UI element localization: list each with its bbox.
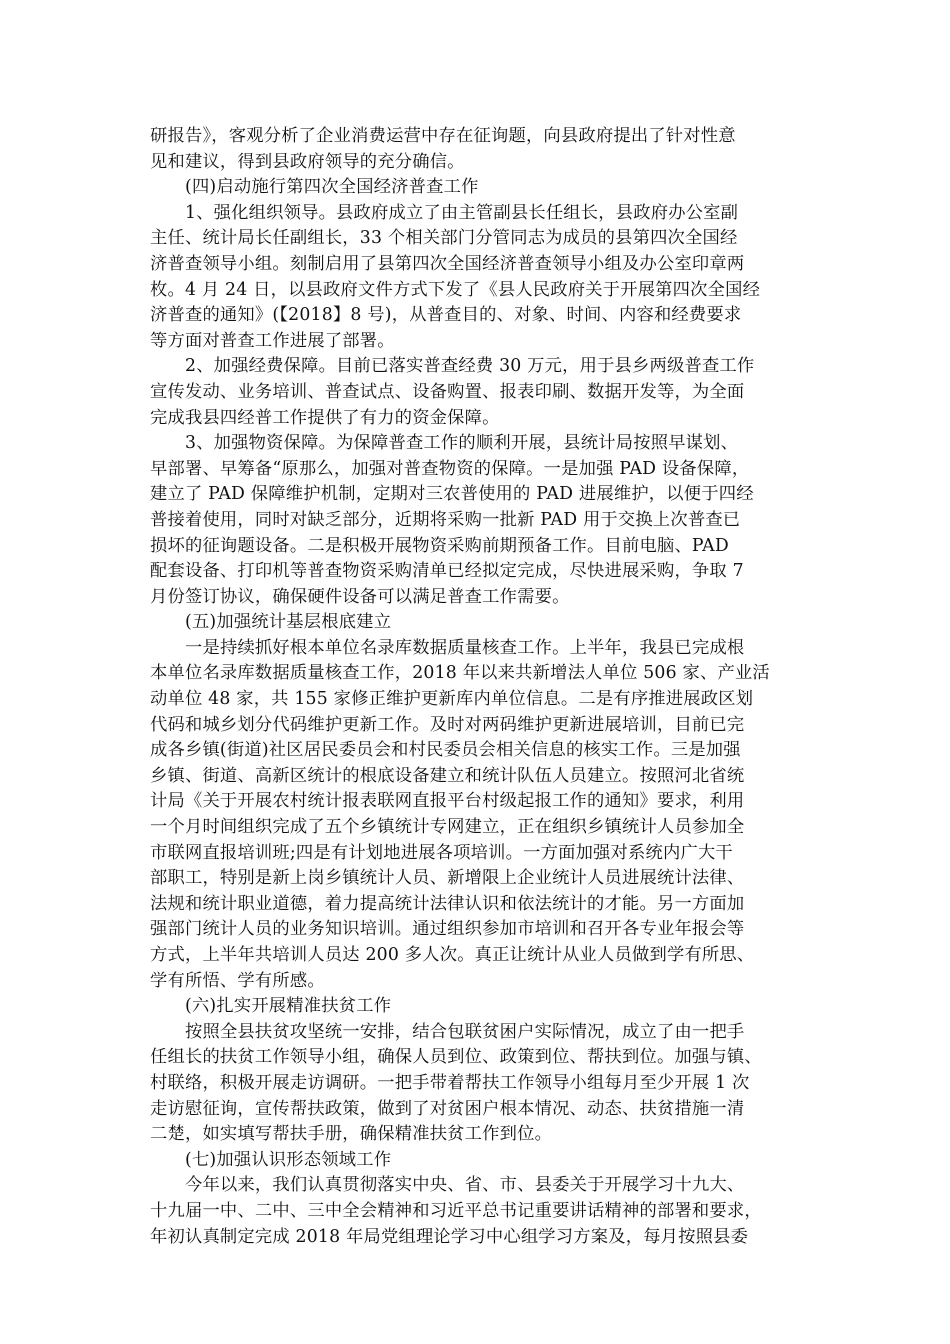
document-body bbox=[150, 124, 802, 1250]
text-line: 今年以来，我们认真贯彻落实中央、省、市、县委关于开展学习十九大、 bbox=[185, 1175, 745, 1196]
text-line: 代码和城乡划分代码维护更新工作。及时对两码维护更新进展培训，目前已完 bbox=[150, 714, 745, 735]
text-line: 损坏的征询题设备。二是积极开展物资采购前期预备工作。目前电脑、PAD bbox=[150, 535, 729, 556]
text-line: 乡镇、街道、高新区统计的根底设备建立和统计队伍人员建立。按照河北省统 bbox=[150, 765, 745, 786]
text-line: (五)加强统计基层根底建立 bbox=[185, 612, 392, 633]
text-line: 学有所悟、学有所感。 bbox=[150, 970, 325, 991]
text-line: 年初认真制定完成 2018 年局党组理论学习中心组学习方案及，每月按照县委 bbox=[150, 1226, 749, 1247]
text-line: 一是持续抓好根本单位名录库数据质量核查工作。上半年，我县已完成根 bbox=[185, 637, 745, 658]
text-line: 一个月时间组织完成了五个乡镇统计专网建立，正在组织乡镇统计人员参加全 bbox=[150, 817, 745, 838]
text-line: 配套设备、打印机等普查物资采购清单已经拟定完成，尽快进展采购，争取 7 bbox=[150, 561, 744, 582]
text-line: 3、加强物资保障。为保障普查工作的顺利开展，县统计局按照早谋划、 bbox=[185, 433, 739, 454]
text-line: (七)加强认识形态领域工作 bbox=[185, 1149, 392, 1170]
text-line: 等方面对普查工作进展了部署。 bbox=[150, 330, 395, 351]
text-line: 法规和统计职业道德，着力提高统计法律认识和依法统计的才能。另一方面加 bbox=[150, 893, 745, 914]
text-line: 任组长的扶贫工作领导小组，确保人员到位、政策到位、帮扶到位。加强与镇、 bbox=[150, 1047, 762, 1068]
text-line: 部职工，特别是新上岗乡镇统计人员、新增限上企业统计人员进展统计法律、 bbox=[150, 868, 745, 889]
text-line: 计局《关于开展农村统计报表联网直报平台村级起报工作的通知》要求，利用 bbox=[150, 791, 745, 812]
text-line: (六)扎实开展精准扶贫工作 bbox=[185, 996, 392, 1017]
text-line: 枚。4 月 24 日，以县政府文件方式下发了《县人民政府关于开展第四次全国经 bbox=[150, 279, 761, 300]
text-line: 宣传发动、业务培训、普查试点、设备购置、报表印刷、数据开发等，为全面 bbox=[150, 381, 745, 402]
text-line: 动单位 48 家，共 155 家修正维护更新库内单位信息。二是有序推进展政区划 bbox=[150, 689, 754, 710]
text-line: 方式，上半年共培训人员达 200 多人次。真正让统计从业人员做到学有所思、 bbox=[150, 945, 755, 965]
text-line: 二楚，如实填写帮扶手册，确保精准扶贫工作到位。 bbox=[150, 1124, 553, 1145]
text-line: 村联络，积极开展走访调研。一把手带着帮扶工作领导小组每月至少开展 1 次 bbox=[150, 1072, 750, 1093]
text-line: 成各乡镇(街道)社区居民委员会和村民委员会相关信息的核实工作。三是加强 bbox=[150, 740, 741, 761]
text-line: 建立了 PAD 保障维护机制，定期对三农普使用的 PAD 进展维护，以便于四经 bbox=[150, 484, 754, 505]
text-line: 济普查领导小组。刻制启用了县第四次全国经济普查领导小组及办公室印章两 bbox=[150, 253, 745, 274]
text-line: 月份签订协议，确保硬件设备可以满足普查工作需要。 bbox=[150, 586, 570, 607]
text-line: 济普查的通知》(【2018】8 号)，从普查目的、对象、时间、内容和经费要求 bbox=[150, 305, 742, 326]
text-line: 早部署、早筹备“原那么，加强对普查物资的保障。一是加强 PAD 设备保障， bbox=[150, 458, 750, 479]
text-line: 2、加强经费保障。目前已落实普查经费 30 万元，用于县乡两级普查工作 bbox=[185, 356, 755, 377]
text-line: 走访慰征询，宣传帮扶政策，做到了对贫困户根本情况、动态、扶贫措施一清 bbox=[150, 1098, 745, 1119]
text-line: 完成我县四经普工作提供了有力的资金保障。 bbox=[150, 407, 500, 428]
text-line: (四)启动施行第四次全国经济普查工作 bbox=[185, 177, 479, 198]
text-line: 普接着使用，同时对缺乏部分，近期将采购一批新 PAD 用于交换上次普查已 bbox=[150, 509, 741, 530]
text-line: 本单位名录库数据质量核查工作，2018 年以来共新增法人单位 506 家、产业活 bbox=[150, 663, 770, 684]
text-line: 强部门统计人员的业务知识培训。通过组织参加市培训和召开各专业年报会等 bbox=[150, 919, 745, 940]
text-line: 市联网直报培训班;四是有计划地进展各项培训。一方面加强对系统内广大干 bbox=[150, 842, 733, 863]
text-line: 1、强化组织领导。县政府成立了由主管副县长任组长，县政府办公室副 bbox=[185, 202, 739, 223]
text-line: 研报告》，客观分析了企业消费运营中存在征询题，向县政府提出了针对性意 bbox=[150, 126, 736, 146]
text-line: 主任、统计局长任副组长，33 个相关部门分管同志为成员的县第四次全国经 bbox=[150, 228, 738, 249]
text-line: 十九届一中、二中、三中全会精神和习近平总书记重要讲话精神的部署和要求， bbox=[150, 1200, 762, 1221]
text-line: 按照全县扶贫攻坚统一安排，结合包联贫困户实际情况，成立了由一把手 bbox=[185, 1021, 745, 1042]
text-line: 见和建议，得到县政府领导的充分确信。 bbox=[150, 151, 465, 172]
